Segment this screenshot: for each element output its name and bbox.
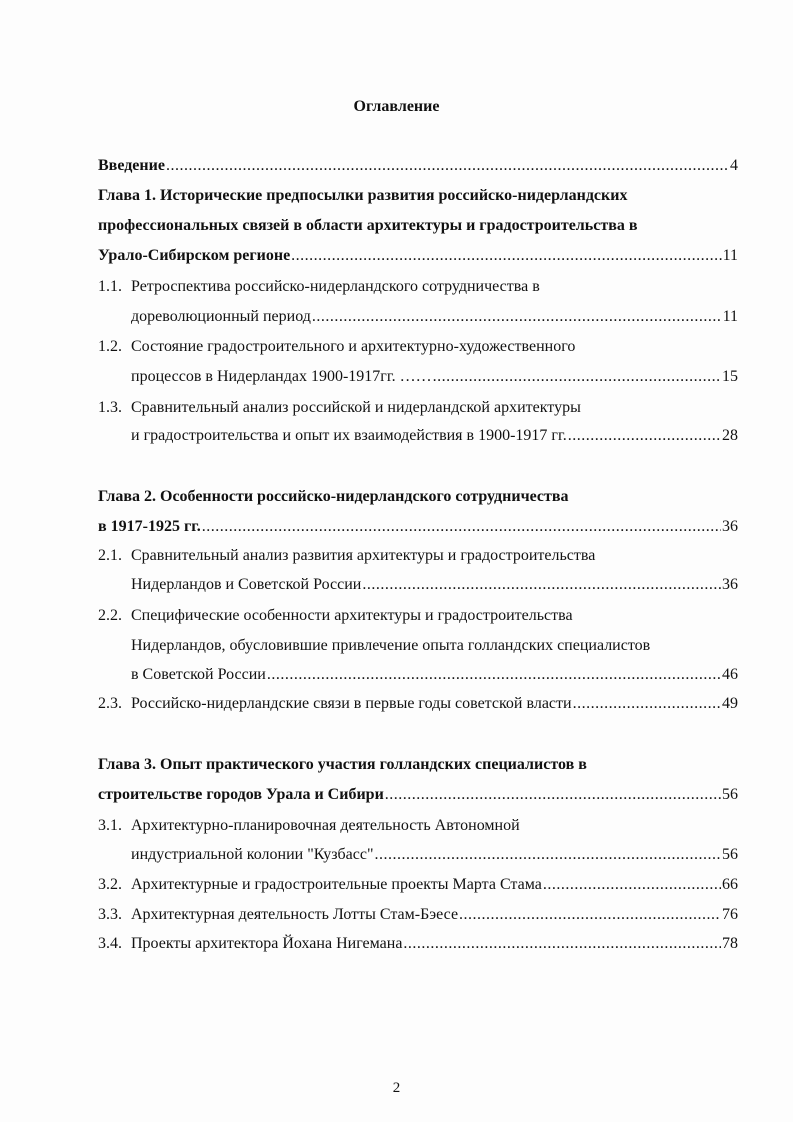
leader-dots (568, 425, 721, 447)
toc-entry-label: Российско-нидерландские связи в первые годы советской власти (131, 695, 572, 712)
leader-dots (459, 904, 721, 926)
toc-entry-label: Архитектурно-планировочная деятельность Автономной (131, 817, 520, 834)
toc-section-2-1-line-2 (131, 574, 738, 596)
toc-section-1-3-line-2 (131, 425, 738, 447)
toc-entry-label: дореволюционный период (131, 308, 311, 325)
leader-dots (573, 693, 721, 715)
leader-dots (202, 516, 721, 538)
toc-section-3-2 (98, 874, 738, 896)
toc-page-number: 36 (722, 518, 738, 535)
toc-page-number: 36 (722, 576, 738, 593)
section-number: 3.4. (98, 935, 122, 952)
leader-dots (166, 155, 729, 177)
section-number: 3.3. (98, 906, 122, 923)
toc-section-1-1-line-1 (98, 276, 738, 298)
page-title: Оглавление (353, 98, 440, 115)
toc-page-number: 4 (730, 157, 738, 174)
toc-entry-label: Архитектурные и градостроительные проекты Марта Стама (131, 876, 542, 893)
page-number: 2 (392, 1080, 401, 1096)
toc-entry-label: индустриальной колонии "Кузбасс" (131, 846, 374, 863)
toc-section-2-2-line-3 (131, 664, 738, 686)
toc-entry-label: Состояние градостроительного и архитектурно-художественного (131, 338, 576, 355)
toc-section-2-3 (98, 693, 738, 715)
leader-dots (291, 245, 721, 267)
toc-section-3-1-line-2 (131, 844, 738, 866)
leader-dots (362, 574, 721, 596)
toc-chapter-1-line-2: профессиональных связей в области архитектуры и градостроительства в (98, 217, 638, 234)
leader-dots (543, 874, 721, 896)
toc-page-number: 46 (722, 666, 738, 683)
toc-chapter-1-line-1: Глава 1. Исторические предпосылки развития российско-нидерландских (98, 187, 628, 204)
toc-section-1-3-line-1 (98, 397, 738, 419)
leader-dots (374, 844, 721, 866)
toc-section-2-2-line-2: Нидерландов, обусловившие привлечение опыта голландских специалистов (131, 637, 651, 654)
toc-page-number: 56 (722, 786, 738, 803)
toc-chapter-2-line-2 (98, 516, 738, 538)
toc-entry-label: в Советской России (131, 666, 266, 683)
toc-section-2-2-line-1 (98, 605, 738, 627)
leader-dots (403, 933, 721, 955)
toc-page-number: 49 (722, 695, 738, 712)
toc-section-1-1-line-2 (131, 306, 738, 328)
toc-section-3-4 (98, 933, 738, 955)
toc-page-number: 76 (722, 906, 738, 923)
section-number: 3.1. (98, 817, 122, 834)
toc-section-1-2-line-2 (131, 366, 738, 388)
toc-section-3-3 (98, 904, 738, 926)
toc-entry-label: Сравнительный анализ российской и нидерландской архитектуры (131, 399, 581, 416)
leader-dots (433, 366, 721, 388)
leader-dots (385, 784, 721, 806)
section-number: 2.3. (98, 695, 122, 712)
toc-entry-label: Проекты архитектора Йохана Нигемана (131, 935, 403, 952)
toc-page-number: 66 (722, 876, 738, 893)
toc-page-number: 56 (722, 846, 738, 863)
toc-chapter-3-line-2 (98, 784, 738, 806)
toc-entry-label: Сравнительный анализ развития архитектуры и градостроительства (131, 547, 596, 564)
toc-entry-label: Специфические особенности архитектуры и градостроительства (131, 607, 573, 624)
leader-dots (312, 306, 722, 328)
section-number: 1.2. (98, 338, 122, 355)
leader-dots (267, 664, 721, 686)
toc-page-number: 11 (722, 308, 738, 325)
toc-entry-intro (98, 155, 738, 177)
toc-entry-label: в 1917-1925 гг. (98, 518, 201, 535)
toc-entry-label: строительстве городов Урала и Сибири (98, 786, 384, 803)
toc-page-number: 15 (722, 368, 738, 385)
toc-entry-label: процессов в Нидерландах 1900-1917гг. …… (131, 368, 432, 385)
toc-entry-label: Введение (98, 157, 165, 174)
section-number: 2.2. (98, 607, 122, 624)
section-number: 2.1. (98, 547, 122, 564)
toc-entry-label: Ретроспектива российско-нидерландского сотрудничества в (131, 278, 540, 295)
section-number: 1.1. (98, 278, 122, 295)
toc-entry-label: Урало-Сибирском регионе (98, 247, 291, 264)
toc-entry-label: Нидерландов и Советской России (131, 576, 362, 593)
section-number: 3.2. (98, 876, 122, 893)
toc-entry-label: и градостроительства и опыт их взаимодействия в 1900-1917 гг. (131, 427, 567, 444)
toc-page-number: 78 (722, 935, 738, 952)
toc-page-number: 28 (722, 427, 738, 444)
toc-section-3-1-line-1 (98, 815, 738, 837)
toc-chapter-1-line-3 (98, 245, 738, 267)
toc-section-2-1-line-1 (98, 545, 738, 567)
section-number: 1.3. (98, 399, 122, 416)
toc-chapter-2-line-1: Глава 2. Особенности российско-нидерландского сотрудничества (98, 488, 569, 505)
toc-entry-label: Архитектурная деятельность Лотты Стам-Бэесе (131, 906, 459, 923)
toc-chapter-3-line-1: Глава 3. Опыт практического участия голландских специалистов в (98, 756, 587, 773)
toc-page-number: 11 (722, 247, 738, 264)
toc-section-1-2-line-1 (98, 336, 738, 358)
